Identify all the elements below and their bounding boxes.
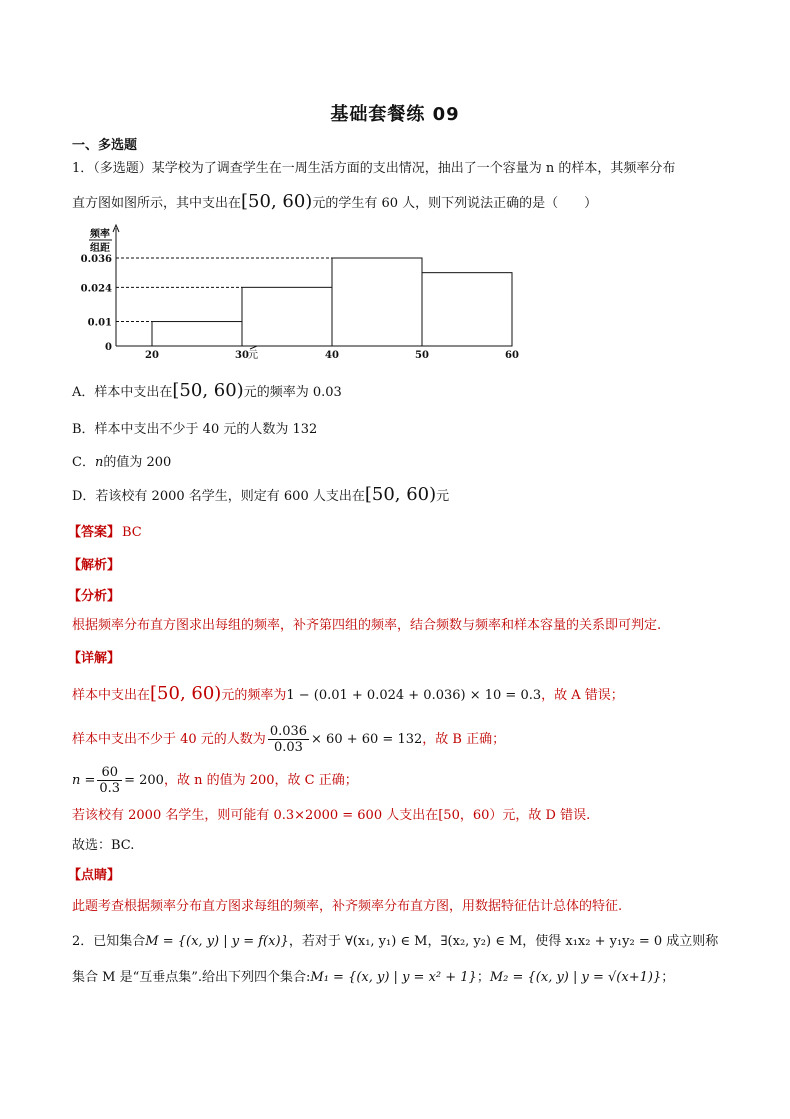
dianjing-tag: 【点睛】 — [68, 868, 121, 883]
section-heading: 一、多选题 — [72, 138, 138, 153]
frequency-histogram — [70, 222, 519, 367]
option-a — [72, 380, 342, 401]
option-a-prefix: A．样本中支出在 — [72, 385, 173, 400]
step-2-suffix: ，故 B 正确； — [422, 732, 506, 747]
conclusion: 故选：BC. — [72, 838, 135, 853]
set-m1: M₁ = {(x, y) | y = x² + 1} — [310, 970, 477, 985]
step-2-formula: × 60 + 60 = 132 — [311, 732, 423, 747]
x-tick-label: 50 — [415, 350, 429, 361]
step-1-prefix: 样本中支出在 — [72, 688, 151, 703]
interval: [50, 60) — [241, 191, 313, 212]
step-2-fraction — [268, 724, 309, 755]
step-3-formula: = 200 — [124, 773, 164, 788]
solution-step-4: 若该校有 2000 名学生，则可能有 0.3×2000 = 600 人支出在[50，60）元，故 D 错误. — [72, 808, 591, 823]
answer-tag: 【答案】 — [68, 525, 121, 540]
solution-step-1 — [72, 683, 624, 704]
step-3-var: n = — [72, 773, 96, 788]
option-d-suffix: 元 — [436, 489, 450, 504]
y-axis-label-top: 频率 — [90, 229, 110, 240]
fenxi-tag: 【分析】 — [68, 589, 121, 604]
x-axis-label: 元 — [248, 350, 258, 361]
xiangjie-tag: 【详解】 — [68, 651, 121, 666]
option-c-prefix: C． — [72, 455, 95, 470]
option-c-var: n — [94, 455, 104, 470]
x-tick-label: 30 — [235, 350, 249, 361]
question-1-line-2 — [72, 191, 597, 212]
dianjing-text: 此题考查根据频率分布直方图求每组的频率，补齐频率分布直方图，用数据特征估计总体的特征. — [72, 899, 623, 914]
question-2-line-2 — [72, 966, 674, 985]
histogram-bar — [422, 273, 512, 346]
step-3-numerator: 60 — [97, 765, 122, 781]
step-1-interval: [50, 60) — [150, 683, 222, 704]
page-title: 基础套餐练 09 — [330, 104, 460, 125]
y-tick-label: 0 — [105, 342, 112, 353]
step-1-text: 元的频率为 — [221, 688, 287, 703]
question-2-line-2-prefix: 集合 M 是“互垂点集”.给出下列四个集合: — [72, 970, 311, 985]
question-1-text-suffix: 元的学生有 60 人，则下列说法正确的是（ ） — [312, 196, 598, 211]
y-tick-label: 0.036 — [80, 254, 112, 265]
separator: ； — [476, 970, 490, 985]
step-2-denominator: 0.03 — [273, 740, 303, 755]
option-a-interval: [50, 60) — [172, 380, 244, 401]
set-m-definition: M = {(x, y) | y = f(x)} — [145, 934, 289, 949]
histogram-bar — [242, 287, 332, 346]
x-tick-label: 60 — [505, 350, 519, 361]
option-d-prefix: D．若该校有 2000 名学生，则定有 600 人支出在 — [72, 489, 365, 504]
y-tick-label: 0.01 — [87, 317, 112, 329]
answer-row — [68, 521, 142, 540]
option-b: B．样本中支出不少于 40 元的人数为 132 — [72, 422, 318, 437]
option-a-suffix: 元的频率为 0.03 — [243, 385, 342, 400]
option-c-suffix: 的值为 200 — [103, 455, 172, 470]
step-1-formula: 1 − (0.01 + 0.024 + 0.036) × 10 = 0.3 — [286, 688, 542, 703]
line-end: ； — [661, 970, 675, 985]
y-tick-label: 0.024 — [80, 283, 112, 295]
y-axis-label-bottom: 组距 — [90, 243, 110, 254]
option-d — [72, 484, 449, 505]
step-2-numerator: 0.036 — [269, 724, 308, 739]
answer-value: BC — [122, 525, 142, 540]
question-1-text-prefix: 直方图如图所示，其中支出在 — [72, 196, 242, 211]
x-tick-label: 20 — [145, 350, 159, 361]
analysis-tag: 【解析】 — [68, 558, 121, 573]
step-1-suffix: ，故 A 错误； — [541, 688, 624, 703]
step-3-suffix: ，故 n 的值为 200，故 C 正确； — [163, 773, 358, 788]
option-c — [72, 451, 171, 470]
question-2-prefix: 2．已知集合 — [72, 934, 146, 949]
set-m2: M₂ = {(x, y) | y = √(x+1)} — [489, 970, 662, 985]
question-2-line-1 — [72, 930, 718, 949]
x-tick-label: 40 — [325, 350, 339, 361]
histogram-bar — [152, 322, 242, 346]
histogram-bar — [332, 258, 422, 346]
solution-step-3 — [72, 765, 358, 796]
step-3-fraction — [97, 765, 122, 796]
step-2-prefix: 样本中支出不少于 40 元的人数为 — [72, 732, 266, 747]
option-d-interval: [50, 60) — [364, 484, 437, 505]
fenxi-text: 根据频率分布直方图求出每组的频率，补齐第四组的频率，结合频数与频率和样本容量的关系即可判定. — [72, 618, 662, 633]
question-2-condition: ，若对于 ∀(x₁, y₁) ∈ M，∃(x₂, y₂) ∈ M，使得 x₁x₂ + y₁y₂ = 0 成立则称 — [288, 934, 719, 949]
step-3-denominator: 0.3 — [99, 781, 121, 796]
solution-step-2 — [72, 724, 505, 755]
question-1-line-1: 1．（多选题）某学校为了调查学生在一周生活方面的支出情况，抽出了一个容量为 n 的样本，其频率分布 — [72, 161, 676, 176]
